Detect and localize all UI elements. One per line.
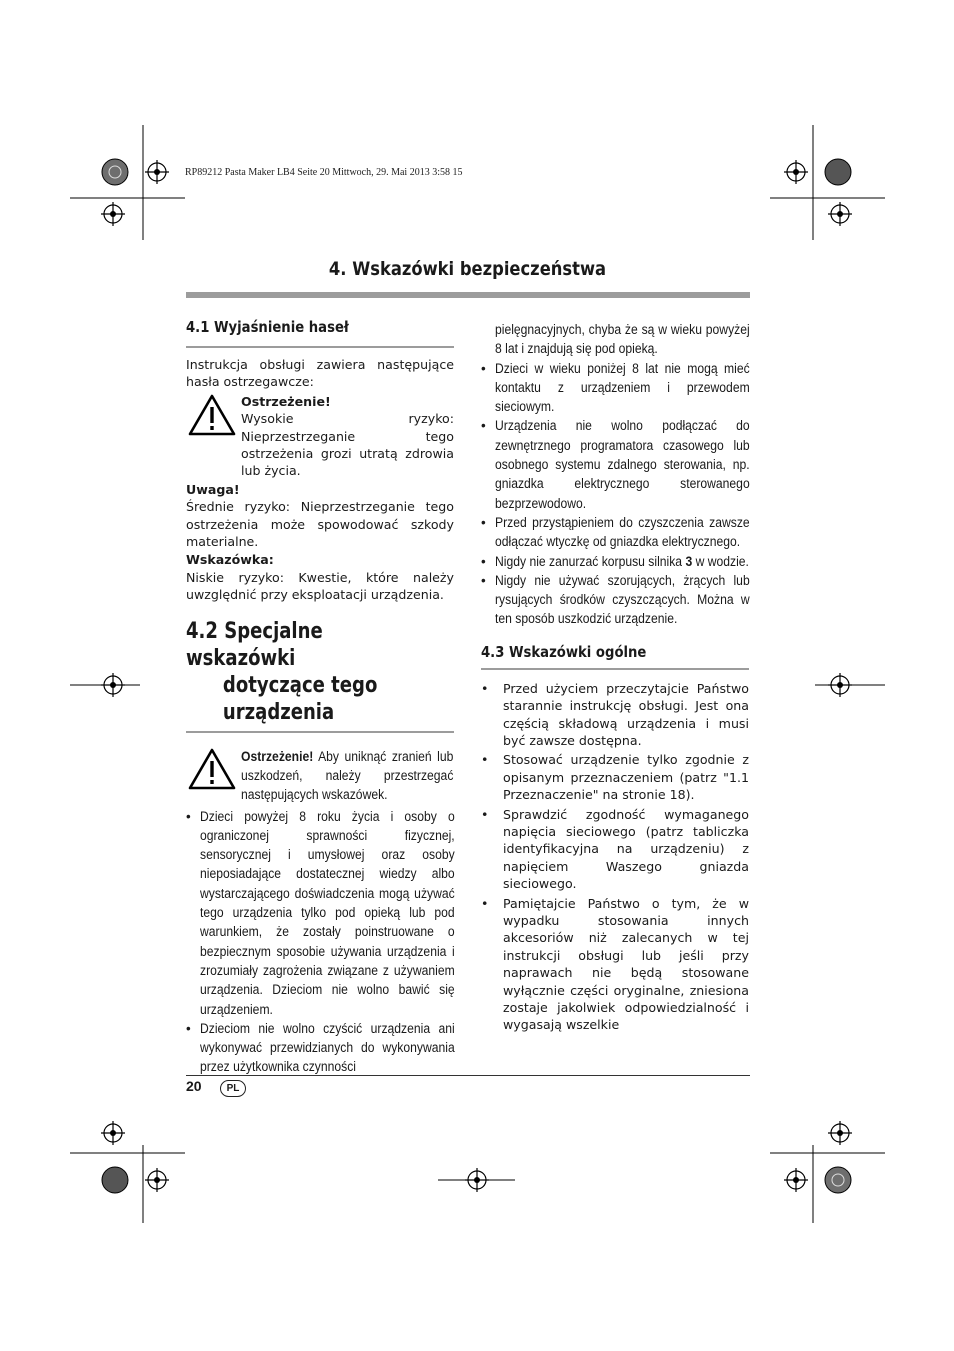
list-item: • Przed użyciem przeczytajcie Państwo starannie instrukcję obsługi. Jest ona częścią składową urządzenia i musi być zawsze dostępna. xyxy=(481,680,749,750)
list-item: • Urządzenia nie wolno podłączać do zewnętrznego programatora czasowego lub osobnego systemu zdalnego sterowania, np. gniazdka elektrycznego sterowanego bezprzewodowo. xyxy=(481,416,749,512)
list-item: • Dzieci w wieku poniżej 8 lat nie mogą mieć kontaktu z urządzeniem i przewodem sieciowym. xyxy=(481,359,749,417)
caution-title: Uwaga! xyxy=(186,481,240,497)
special-instructions-list xyxy=(186,807,454,1077)
section-4-1-rule xyxy=(186,346,454,348)
section-4-2-rule xyxy=(186,731,454,733)
print-slug: RP89212 Pasta Maker LB4 Seite 20 Mittwoch, 29. Mai 2013 3:58 15 xyxy=(185,167,463,178)
title-rule xyxy=(186,292,750,298)
warning-block-2 xyxy=(186,747,454,805)
left-column xyxy=(186,318,454,1077)
page-number: 20 xyxy=(186,1078,202,1094)
section-4-3-heading: 4.3 Wskazówki ogólne xyxy=(481,642,647,661)
section-4-3-rule xyxy=(481,668,749,670)
warning-block xyxy=(186,393,454,480)
warning-title: Ostrzeżenie! xyxy=(241,393,331,409)
list-item: • Sprawdzić zgodność wymaganego napięcia sieciowego (patrz tabliczka identyfikacyjna na urządzeniu) z napięciem Waszego gniazda sieciowego. xyxy=(481,806,749,893)
list-item: • Nigdy nie zanurzać korpusu silnika 3 w wodzie. xyxy=(481,552,749,571)
warning-triangle-icon xyxy=(188,393,236,437)
list-item: • Pamiętajcie Państwo o tym, że w wypadku stosowania innych akcesoriów niż zalecanych w tej instrukcji obsługi lub jeśli przy naprawach nie będą stosowane wyłącznie części oryginalne, zniesiona zostaje jakolwiek odpowiedzialność i wygasają wszelkie xyxy=(481,895,749,1034)
general-instructions-list xyxy=(481,680,749,1034)
list-item: • Stosować urządzenie tylko zgodnie z opisanym przeznaczeniem (patrz "1.1 Przeznaczenie" na stronie 18). xyxy=(481,751,749,803)
caution-text: Średnie ryzyko: Nieprzestrzeganie tego ostrzeżenia może spowodować szkody materialne. xyxy=(186,499,454,550)
page-title: 4. Wskazówki bezpieczeństwa xyxy=(328,258,607,280)
warning-2-text: Aby uniknąć zranień lub uszkodzeń, należy przestrzegać następujących wskazówek. xyxy=(241,748,454,803)
part-number: 3 xyxy=(685,553,693,569)
list-item: • Przed przystąpieniem do czyszczenia zawsze odłączać wtyczkę od gniazdka elektrycznego. xyxy=(481,513,749,552)
footer-rule xyxy=(186,1075,750,1076)
warning-text: Wysokie ryzyko: Nieprzestrzeganie tego ostrzeżenia grozi utratą zdrowia lub życia. xyxy=(241,411,454,479)
note-text: Niskie ryzyko: Kwestie, które należy uwzględnić przy eksploatacji urządzenia. xyxy=(186,569,454,603)
special-instructions-list-continued xyxy=(481,359,749,629)
warning-2-title: Ostrzeżenie! xyxy=(241,748,314,764)
language-badge: PL xyxy=(220,1080,246,1097)
section-4-2-heading-line1: 4.2 Specjalne wskazówki xyxy=(186,618,323,671)
warning-triangle-icon xyxy=(188,747,236,791)
note-title: Wskazówka: xyxy=(186,552,274,568)
list-item: • Nigdy nie używać szorujących, żrących lub rysujących środków czyszczących. Można w ten sposób uszkodzić urządzenie. xyxy=(481,571,749,629)
section-4-2-heading-line2: dotyczące tego urządzenia xyxy=(222,672,378,725)
intro-text: Instrukcja obsługi zawiera następujące hasła ostrzegawcze: xyxy=(186,357,454,390)
continuation-text: pielęgnacyjnych, chyba że są w wieku powyżej 8 lat i znajdują się pod opieką. xyxy=(495,322,750,357)
section-4-1-heading: 4.1 Wyjaśnienie haseł xyxy=(186,318,349,336)
list-item: • Dzieci powyżej 8 roku życia i osoby o ograniczonej sprawności fizycznej, sensorycznej i umysłowej oraz osoby nieposiadające dostatecznej wiedzy albo wystarczającego doświadczenia mogą używać tego urządzenia tylko pod opieką lub pod warunkiem, że zostały poinstruowane o bezpiecznym sposobie używania urządzenia i zrozumiały zagrożenia związane z używaniem urządzenia. Dzieciom nie wolno bawić się urządzeniem. xyxy=(186,807,454,1019)
right-column xyxy=(481,320,749,1036)
section-4-2-heading xyxy=(186,618,406,726)
list-item: • Dzieciom nie wolno czyścić urządzenia ani wykonywać przewidzianych do wykonywania przez użytkownika czynności xyxy=(186,1019,454,1077)
